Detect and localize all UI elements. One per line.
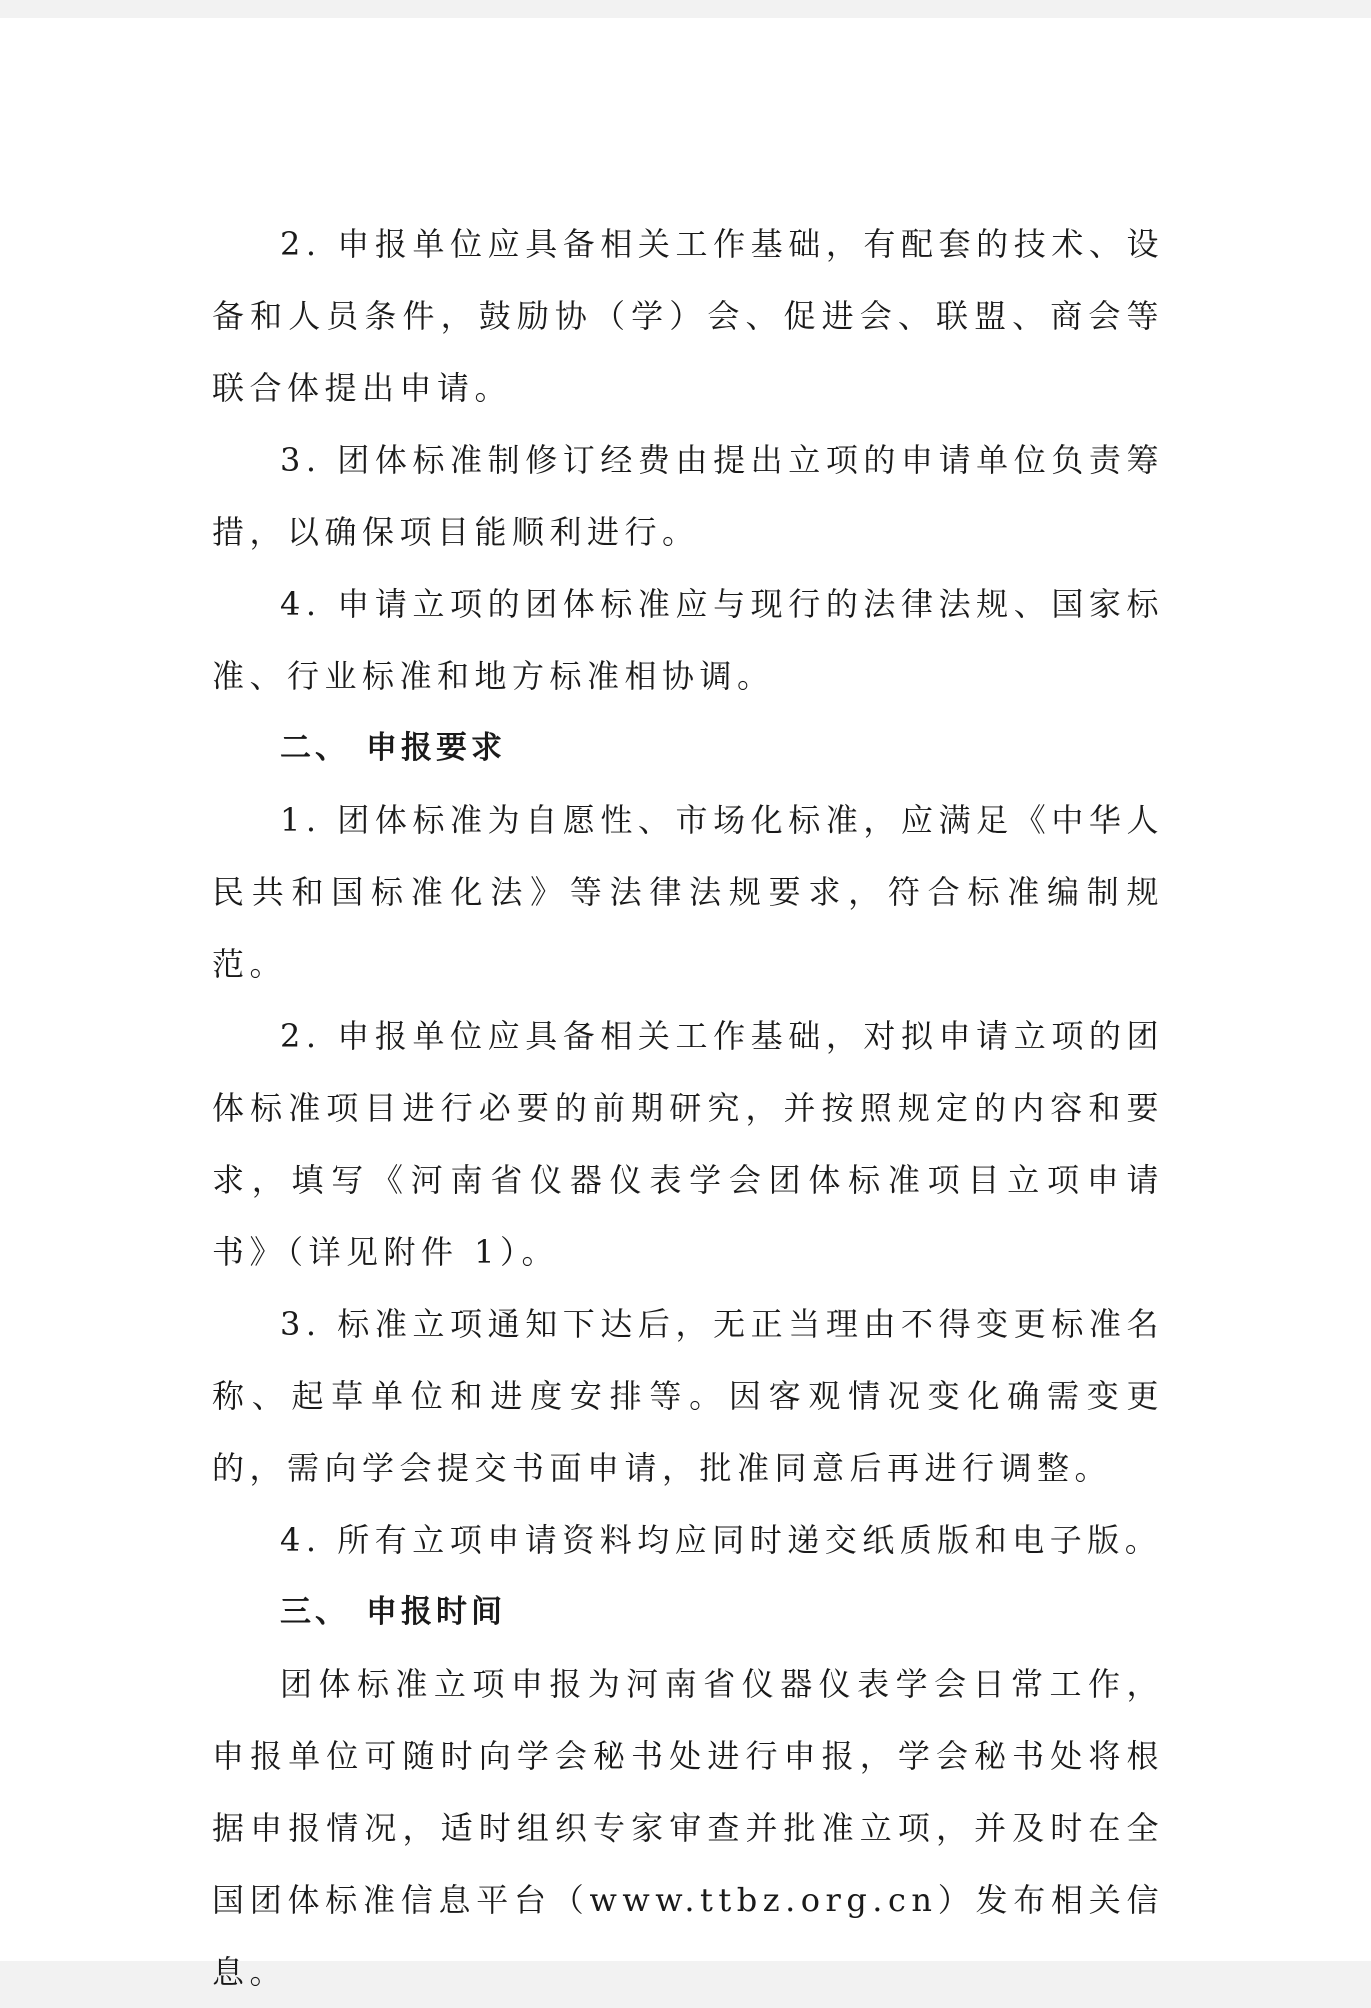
paragraph: 4. 申请立项的团体标准应与现行的法律法规、国家标准、行业标准和地方标准相协调。 — [212, 585, 1164, 695]
document-body — [212, 208, 1164, 2008]
paragraph: 2. 申报单位应具备相关工作基础，有配套的技术、设备和人员条件，鼓励协（学）会、促进会、联盟、商会等联合体提出申请。 — [212, 225, 1164, 407]
paragraph: 1. 团体标准为自愿性、市场化标准，应满足《中华人民共和国标准化法》等法律法规要求，符合标准编制规范。 — [212, 801, 1164, 983]
section-title: 申报要求 — [366, 730, 506, 766]
section-number: 二、 — [280, 730, 350, 766]
document-page — [0, 18, 1371, 1991]
paragraph: 3. 团体标准制修订经费由提出立项的申请单位负责筹措，以确保项目能顺利进行。 — [212, 441, 1164, 551]
paragraph: 4. 所有立项申请资料均应同时递交纸质版和电子版。 — [280, 1521, 1163, 1559]
paragraph: 2. 申报单位应具备相关工作基础，对拟申请立项的团体标准项目进行必要的前期研究，并按照规定的内容和要求，填写《河南省仪器仪表学会团体标准项目立项申请书》（详见附件 1）。 — [212, 1017, 1164, 1271]
section-heading-time — [212, 1576, 1164, 1648]
paragraph: 团体标准立项申报为河南省仪器仪表学会日常工作，申报单位可随时向学会秘书处进行申报，学会秘书处将根据申报情况，适时组织专家审查并批准立项，并及时在全国团体标准信息平台（www.ttbz.org.cn）发布相关信息。 — [212, 1665, 1164, 1991]
section-number: 三、 — [280, 1594, 350, 1630]
paragraph: 3. 标准立项通知下达后，无正当理由不得变更标准名称、起草单位和进度安排等。因客观情况变化确需变更的，需向学会提交书面申请，批准同意后再进行调整。 — [212, 1305, 1164, 1487]
section-heading-requirements — [212, 712, 1164, 784]
section-title: 申报时间 — [366, 1594, 506, 1630]
